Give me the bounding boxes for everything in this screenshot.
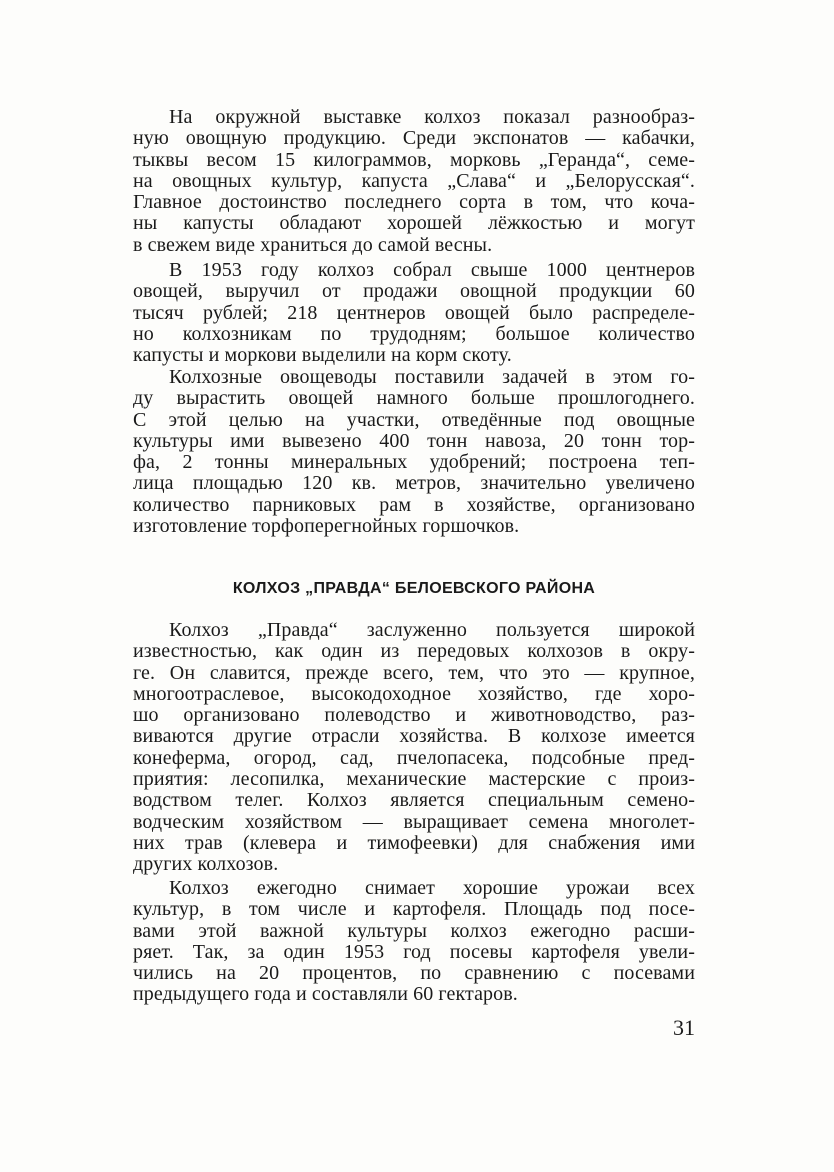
text-line: шо организовано полеводство и животноводство, раз- [133,704,695,727]
text-line: водческим хозяйством — выращивает семена многолет- [133,810,695,833]
text-line: количество парниковых рам в хозяйстве, организовано [133,493,695,516]
page-number: 31 [673,1015,695,1040]
text-line: капусты и моркови выделили на корм скоту. [133,344,512,367]
text-line: ны капусты обладают хорошей лёжкостью и могут [133,212,695,235]
text-line: вами этой важной культуры колхоз ежегодно расши- [133,919,695,942]
text-line: ную овощную продукцию. Среди экспонатов — кабачки, [133,127,695,150]
paragraph-potato-harvest [133,878,695,1006]
text-line: овощей, выручил от продажи овощной продукции 60 [133,280,695,303]
paragraph-harvest-1953 [133,260,695,366]
text-line: На окружной выставке колхоз показал разнообраз- [169,106,695,128]
text-line: предыдущего года и составляли 60 гектаров. [133,983,518,1006]
text-line: чились на 20 процентов, по сравнению с посевами [133,962,695,985]
text-line: изготовление торфоперегнойных горшочков. [133,515,520,538]
text-line: В 1953 году колхоз собрал свыше 1000 центнеров [169,259,695,281]
text-line: лица площадью 120 кв. метров, значительно увеличено [133,472,695,495]
text-line: культуры ими вывезено 400 тонн навоза, 20 тонн тор- [133,429,695,452]
text-line: но колхозникам по трудодням; большое количество [133,322,695,345]
paragraph-exhibition [133,107,695,256]
text-line: водством телег. Колхоз является специальным семено- [133,789,695,812]
text-line: культур, в том числе и картофеля. Площадь под посе- [133,898,695,921]
text-line: приятия: лесопилка, механические мастерские с произ- [133,768,695,791]
text-line: Колхозные овощеводы поставили задачей в этом го- [169,366,695,388]
text-line: тысяч рублей; 218 центнеров овощей было распределе- [133,301,695,324]
text-line: Колхоз ежегодно снимает хорошие урожаи всех [169,877,695,899]
text-line: многоотраслевое, высокодоходное хозяйство, где хоро- [133,682,695,705]
text-line: С этой целью на участки, отведённые под овощные [133,408,695,431]
text-line: конеферма, огород, сад, пчелопасека, подсобные пред- [133,746,695,769]
paragraph-kolkhoz-pravda [133,620,695,876]
text-line: фа, 2 тонны минеральных удобрений; построена теп- [133,451,695,474]
text-line: на овощных культур, капуста „Слава“ и „Белорусская“. [133,169,695,192]
text-line: Главное достоинство последнего сорта в том, что коча- [133,191,695,214]
text-line: них трав (клевера и тимофеевки) для снабжения ими [133,831,695,854]
text-line: ге. Он славится, прежде всего, тем, что это — крупное, [133,661,695,684]
text-line: других колхозов. [133,853,279,876]
text-line: известностью, как один из передовых колхозов в окру- [133,640,695,663]
text-line: в свежем виде храниться до самой весны. [133,233,493,256]
section-heading: КОЛХОЗ „ПРАВДА“ БЕЛОЕВСКОГО РАЙОНА [232,580,596,597]
paragraph-vegetable-growers [133,367,695,537]
text-line: ду вырастить овощей намного больше прошлогоднего. [133,387,695,410]
text-line: виваются другие отрасли хозяйства. В колхозе имеется [133,725,695,748]
text-line: Колхоз „Правда“ заслуженно пользуется широкой [169,619,695,641]
text-line: тыквы весом 15 килограммов, морковь „Геранда“, семе- [133,148,695,171]
text-line: ряет. Так, за один 1953 год посевы картофеля увели- [133,940,695,963]
